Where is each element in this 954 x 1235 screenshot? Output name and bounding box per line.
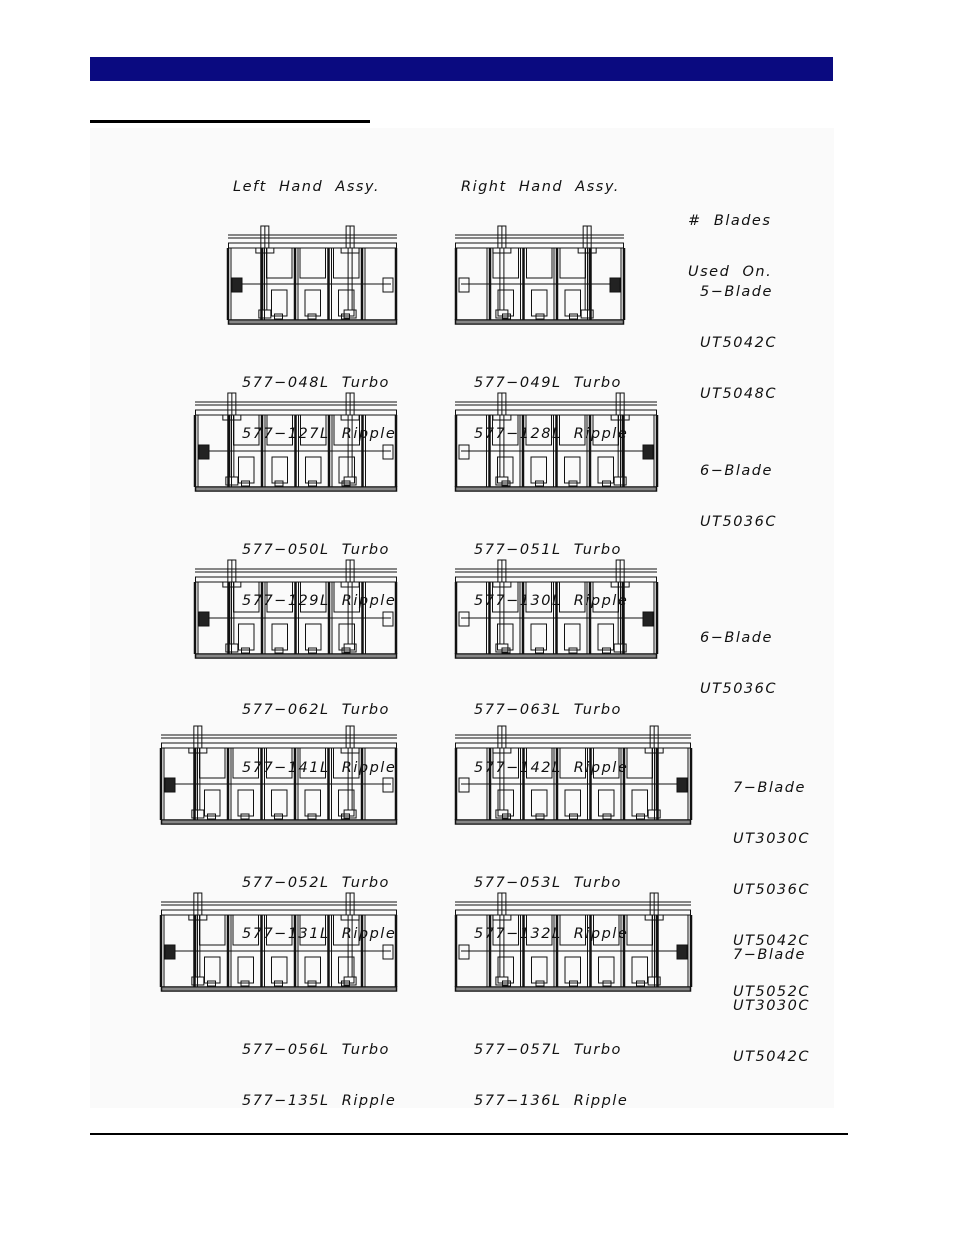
ripple-part-number: 577−131L Ripple <box>242 926 397 942</box>
turbo-part-number-text: 577−062L Turbo <box>242 702 390 718</box>
assembly-drawing <box>161 726 397 831</box>
turbo-part-number: 577−056L Turbo <box>242 1042 390 1058</box>
header-bar <box>90 57 833 81</box>
ripple-part-number: 577−136L Ripple <box>474 1093 629 1109</box>
blade-count: 7−Blade <box>733 947 806 963</box>
assembly-svg <box>455 560 657 665</box>
right-hand-header: Right Hand Assy. <box>461 179 620 195</box>
model-number: UT5036C <box>733 882 810 898</box>
turbo-part-number: 577−050L Turbo <box>242 542 390 558</box>
part-number-label <box>242 1008 396 1127</box>
turbo-part-number <box>242 702 396 719</box>
used-on-list <box>733 913 810 1083</box>
assembly-drawing <box>455 226 624 331</box>
model-number: UT5036C <box>700 681 777 697</box>
blades-header-line1: # Blades <box>688 213 772 229</box>
model-number: UT5042C <box>700 335 777 351</box>
assembly-svg <box>195 393 397 498</box>
title-underline <box>90 120 370 123</box>
part-number-label <box>474 675 629 776</box>
blades-header-line2: Used On. <box>688 264 773 280</box>
turbo-part-number <box>474 702 628 719</box>
ripple-part-number: 577−127L Ripple <box>242 426 397 442</box>
assembly-drawing <box>455 726 691 831</box>
left-hand-header: Left Hand Assy. <box>233 179 381 195</box>
used-on-list <box>700 596 777 715</box>
used-on-list <box>700 429 777 548</box>
model-number: UT5036C <box>700 514 777 530</box>
blade-count: 6−Blade <box>700 463 773 479</box>
assembly-drawing <box>455 393 657 498</box>
ripple-part-number: 577−132L Ripple <box>474 926 629 942</box>
turbo-part-number: 577−053L Turbo <box>474 875 622 891</box>
assembly-drawing <box>228 226 397 331</box>
used-on-list <box>733 746 810 1000</box>
model-number: UT5048C <box>700 386 777 402</box>
ripple-part-number: 577−135L Ripple <box>242 1093 397 1109</box>
turbo-part-number-text: 577−063L Turbo <box>474 702 622 718</box>
assembly-svg <box>195 560 397 665</box>
assembly-drawing <box>161 893 397 998</box>
assembly-drawing <box>455 893 691 998</box>
assembly-drawing <box>195 393 397 498</box>
assembly-svg <box>228 226 397 331</box>
turbo-part-number: 577−057L Turbo <box>474 1042 622 1058</box>
ripple-part-number: 577−141L Ripple <box>242 760 397 776</box>
ripple-part-number: 577−130L Ripple <box>474 593 629 609</box>
turbo-part-number: 577−052L Turbo <box>242 875 390 891</box>
assembly-svg <box>455 726 691 831</box>
assembly-svg <box>161 726 397 831</box>
blade-count: 5−Blade <box>700 284 773 300</box>
model-number: UT5052C <box>733 984 810 1000</box>
assembly-drawing <box>195 560 397 665</box>
model-number: UT5042C <box>733 1049 810 1065</box>
ripple-part-number: 577−129L Ripple <box>242 593 397 609</box>
model-number: UT3030C <box>733 998 810 1014</box>
blade-count: 6−Blade <box>700 630 773 646</box>
part-number-label <box>242 675 397 776</box>
used-on-list <box>700 250 777 420</box>
assembly-svg <box>455 893 691 998</box>
turbo-part-number: 577−051L Turbo <box>474 542 622 558</box>
model-number: UT3030C <box>733 831 810 847</box>
model-number: UT5042C <box>733 933 810 949</box>
turbo-part-number: 577−049L Turbo <box>474 375 622 391</box>
assembly-svg <box>455 393 657 498</box>
ripple-part-number: 577−128L Ripple <box>474 426 629 442</box>
assembly-drawing <box>455 560 657 665</box>
ripple-part-number: 577−142L Ripple <box>474 760 629 776</box>
blade-count: 7−Blade <box>733 780 806 796</box>
turbo-part-number: 577−048L Turbo <box>242 375 390 391</box>
part-number-label <box>474 1008 628 1127</box>
assembly-svg <box>455 226 624 331</box>
footer-rule <box>90 1133 848 1135</box>
assembly-svg <box>161 893 397 998</box>
